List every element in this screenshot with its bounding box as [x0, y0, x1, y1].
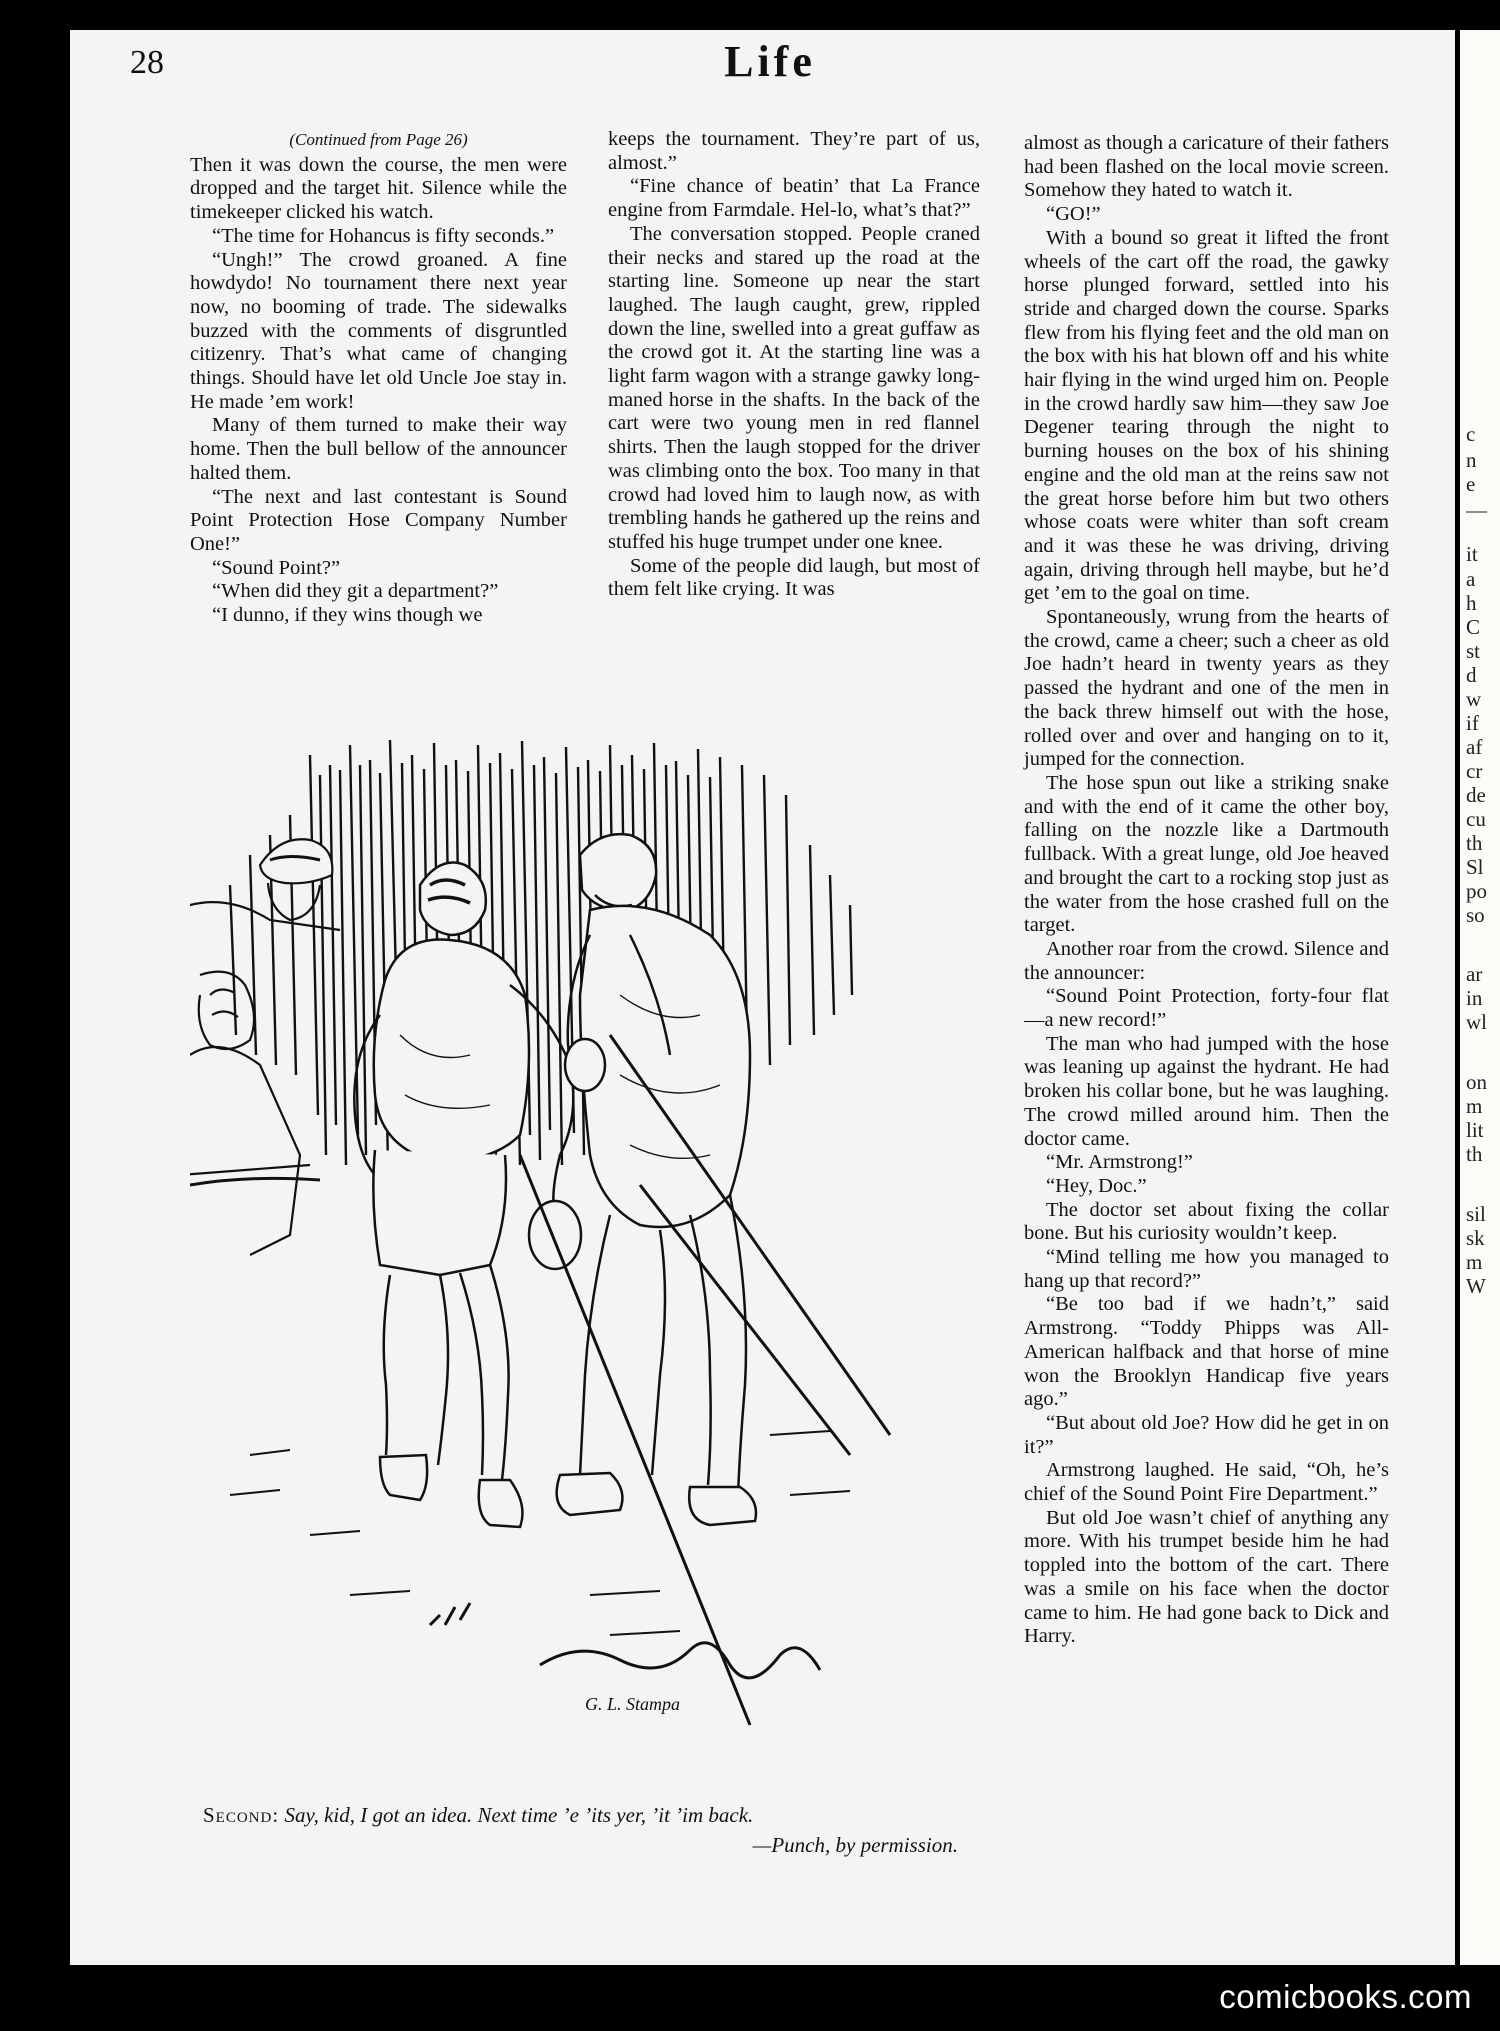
fragment: on: [1466, 1070, 1487, 1094]
fragment: —: [1466, 498, 1487, 522]
fragment: wl: [1466, 1010, 1487, 1034]
paragraph: The doctor set about fixing the collar bone. But his curiosity wouldn’t keep.: [1024, 1198, 1389, 1245]
fragment: m: [1466, 1250, 1483, 1274]
fragment: w: [1466, 687, 1482, 711]
paragraph: “Sound Point Protection, forty-four flat—a new record!”: [1024, 985, 1389, 1032]
paragraph: “Sound Point?”: [212, 556, 341, 579]
paragraph: “Mind telling me how you managed to hang up that record?”: [1024, 1246, 1389, 1292]
masthead: Life: [724, 37, 816, 86]
fragment: de: [1466, 783, 1486, 807]
hatched-background: [230, 740, 852, 1165]
fragment: ar: [1466, 962, 1483, 986]
signature-text: G. L. Stampa: [585, 1694, 681, 1714]
paragraph: “GO!”: [1046, 203, 1101, 226]
fragment: po: [1466, 879, 1487, 903]
paragraph: “When did they git a department?”: [212, 580, 499, 603]
paragraph: “Hey, Doc.”: [1046, 1174, 1147, 1197]
paragraph: “The time for Hohancus is fifty seconds.”: [212, 224, 555, 247]
paragraph: “Be too bad if we hadn’t,” said Armstrong. “Toddy Phipps was All-American halfback and that horse of mine won the Brooklyn Handicap five years ago.”: [1024, 1293, 1389, 1411]
fragment: sk: [1466, 1226, 1485, 1250]
text-column-2: [608, 128, 980, 602]
floor-strokes: [230, 1431, 850, 1635]
fragment: W: [1466, 1274, 1486, 1298]
paragraph: “I dunno, if they wins though we: [212, 604, 483, 627]
paragraph: Armstrong laughed. He said, “Oh, he’s chief of the Sound Point Fire Department.”: [1024, 1459, 1389, 1506]
paragraph: “Fine chance of beatin’ that La France engine from Farmdale. Hel-lo, what’s that?”: [608, 175, 980, 222]
boxer-right: [557, 834, 756, 1525]
fragment: so: [1466, 903, 1485, 927]
paragraph: The hose spun out like a striking snake and with the end of it came the other boy, falling on the nozzle like a Dartmouth fullback. With a great lunge, old Joe heaved and brought the cart to a rocking stop just as the water from the hose crashed full on the target.: [1024, 771, 1389, 937]
fragment: af: [1466, 735, 1483, 759]
fragment: st: [1466, 639, 1481, 663]
fragment: d: [1466, 663, 1477, 687]
fragment: c: [1466, 422, 1476, 446]
paragraph: Spontaneously, wrung from the hearts of the crowd, came a cheer; such a cheer as old Joe hadn’t heard in twenty years as they passed the hydrant and one of the men in the back threw himself out with the hose, rolled over and over and hanging on to it, jumped for the connection.: [1024, 606, 1389, 771]
paragraph: Another roar from the crowd. Silence and the announcer:: [1024, 937, 1389, 984]
fragment: Sl: [1466, 855, 1484, 879]
paragraph: But old Joe wasn’t chief of anything any more. With his trumpet beside him he had toppled into the bottom of the cart. There was a smile on his face when the doctor came to him. He had gone back to Dick and Harry.: [1024, 1506, 1389, 1648]
continued-note: (Continued from Page 26): [289, 130, 468, 149]
paragraph: “Mr. Armstrong!”: [1046, 1151, 1193, 1174]
paragraph: keeps the tournament. They’re part of us, almost.”: [608, 128, 980, 174]
fragment: n: [1466, 448, 1477, 472]
paragraph: The man who had jumped with the hose was leaning up against the hydrant. He had broken his collar bone, but he was laughing. The crowd milled around him. Then the doctor came.: [1024, 1032, 1389, 1150]
watermark: comicbooks.com: [1219, 1978, 1472, 2015]
fragment: m: [1466, 1094, 1483, 1118]
fragment: cr: [1466, 759, 1483, 783]
fragment: if: [1466, 711, 1479, 735]
paragraph: almost as though a caricature of their fathers had been flashed on the local movie screen. Somehow they hated to watch it.: [1024, 132, 1389, 202]
fragment: cu: [1466, 807, 1486, 831]
paragraph: Many of them turned to make their way home. Then the bull bellow of the announcer halted them.: [190, 414, 567, 484]
page-number: 28: [130, 44, 164, 81]
fragment: lit: [1466, 1118, 1484, 1142]
fragment: e: [1466, 472, 1476, 496]
fragment: sil: [1466, 1202, 1486, 1226]
paragraph: With a bound so great it lifted the front wheels of the cart off the road, the gawky horse plunged forward, settled into his stride and charged down the course. Sparks flew from his flying feet and the old man on the box with his hat blown off and his white hair flying in the wind urged him on. People in the crowd hardly saw him—they saw Joe Degener tearing through the night to burning houses on the box of his shining engine and the old man at the reins saw not the great horse before him but two others whose coats were whiter than soft cream and it was these he was driving, driving again, driving through hell maybe, but he’d get ’em to the goal on time.: [1024, 226, 1389, 605]
caption-quote: Say, kid, I got an idea. Next time ’e ’its yer, ’it ’im back.: [284, 1803, 754, 1827]
fragment: a: [1466, 567, 1476, 591]
text-column-1: [190, 128, 567, 628]
paragraph: “The next and last contestant is Sound Point Protection Hose Company Number One!”: [190, 485, 567, 555]
fragment: C: [1466, 615, 1481, 639]
paragraph: The conversation stopped. People craned their necks and stared up the road at the starting line. Someone up near the start laughed. The laugh caught, grew, rippled down the line, swelled into a great guffaw as the crowd got it. At the starting line was a light farm wagon with a strange gawky long-maned horse in the shafts. In the back of the cart were two young men in red flannel shirts. Then the laugh stopped for the driver was climbing onto the box. Too many in that crowd had loved him to laugh now, as with trembling hands he gathered up the reins and stuffed his huge trumpet under one knee.: [608, 222, 980, 553]
text-column-3: [1024, 132, 1389, 1649]
fragment: in: [1466, 986, 1483, 1010]
fragment: th: [1466, 831, 1483, 855]
paragraph: Some of the people did laugh, but most of them felt like crying. It was: [608, 554, 980, 601]
fragment: th: [1466, 1142, 1483, 1166]
fragment: it: [1466, 542, 1478, 566]
paragraph: Then it was down the course, the men were dropped and the target hit. Silence while the timekeeper clicked his watch.: [190, 153, 567, 224]
caption-label: Second:: [203, 1803, 280, 1827]
paragraph: “Ungh!” The crowd groaned. A fine howdydo! No tournament there next year now, no booming of trade. The sidewalks buzzed with the comments of disgruntled citizenry. That’s what came of changing things. Should have let old Uncle Joe stay in. He made ’em work!: [190, 248, 567, 413]
illustration-caption: [200, 1800, 980, 1860]
paragraph: “But about old Joe? How did he get in on it?”: [1024, 1411, 1389, 1458]
boxing-cartoon-illustration: [190, 735, 975, 1735]
fragment: h: [1466, 591, 1477, 615]
artist-signature: [430, 1603, 820, 1678]
caption-credit: —Punch, by permission.: [752, 1833, 958, 1857]
next-page-edge: [1460, 30, 1500, 1965]
